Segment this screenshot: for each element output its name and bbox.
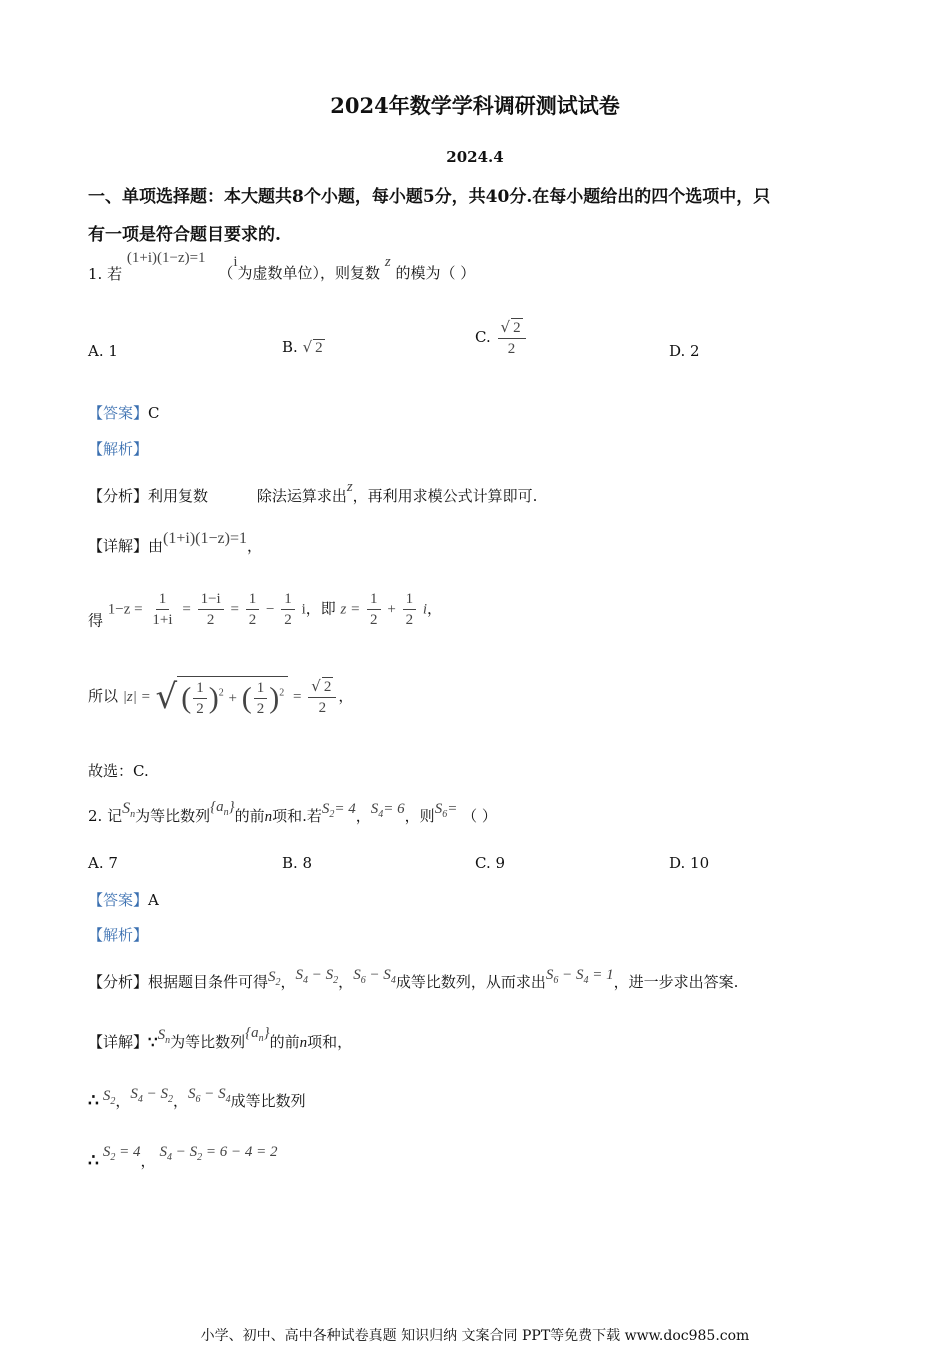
q2-t2-b-sub: 4 xyxy=(166,1152,172,1163)
q2-S xyxy=(122,800,136,820)
q2-d-S-letter: S xyxy=(157,1027,166,1043)
q1-step-lhs: 1−z = xyxy=(107,601,143,618)
q2-fx-e-sub: 6 xyxy=(553,975,559,986)
q1-i-symbol: i xyxy=(233,254,238,270)
q2-cond1 xyxy=(321,801,356,820)
q1-m-num2: 1 xyxy=(254,679,268,699)
q2-t1-b xyxy=(130,1086,173,1105)
q2-detail-line1 xyxy=(88,1025,353,1054)
q2-seq-close: } xyxy=(228,799,235,815)
q1-m-frac-1 xyxy=(193,679,207,718)
q2-t2-val2: = 6 − 4 = 2 xyxy=(202,1144,278,1160)
q1-paren: （ xyxy=(218,264,234,282)
q1-f5-num: 1 xyxy=(367,590,381,610)
q2-tail: （ ） xyxy=(462,807,497,825)
q1-detail-comma: ， xyxy=(246,537,262,555)
q2-t1-a xyxy=(102,1088,116,1107)
q2-cond1-S: S xyxy=(321,801,330,817)
q1-f6-den: 2 xyxy=(405,612,414,628)
q1-frac-6 xyxy=(403,590,417,629)
q1-plus: + xyxy=(387,601,396,618)
q1-option-b-value: 2 xyxy=(315,340,323,356)
q1-option-c xyxy=(475,318,528,358)
q2-option-d: D. 10 xyxy=(669,854,710,872)
q1-answer-value: C xyxy=(148,404,160,422)
q1-f3-den: 2 xyxy=(248,612,257,628)
question-2 xyxy=(88,799,497,828)
q1-f4-num: 1 xyxy=(281,590,295,610)
q1-m-plus: + xyxy=(228,690,237,707)
sqrt-icon: √ xyxy=(311,677,321,695)
q2-d-seq-open: {a xyxy=(245,1025,259,1041)
q1-end-comma: ， xyxy=(427,599,443,618)
q2-t2-a xyxy=(102,1144,141,1163)
q2-fx-e: S xyxy=(545,967,554,983)
q2-cond2-val: = 6 xyxy=(383,801,405,817)
q1-minus: − xyxy=(266,601,275,618)
q1-fenxi-text3: ，再利用求模公式计算即可. xyxy=(352,487,538,505)
q1-frac-3 xyxy=(246,590,260,629)
q1-analysis-tag: 【解析】 xyxy=(88,440,149,458)
q2-t1-c2-sub: 4 xyxy=(225,1094,231,1105)
q1-tail: 的模为（ ） xyxy=(395,264,476,282)
q1-frac-5 xyxy=(367,590,381,629)
q2-fx-c2: ， xyxy=(338,973,354,991)
q2-option-c: C. 9 xyxy=(475,854,506,872)
q2-text3: 项和.若 xyxy=(272,807,322,825)
q1-f1-num: 1 xyxy=(156,590,170,610)
q1-f1-den: 1+i xyxy=(152,612,173,628)
q1-detail-eq: (1+i)(1−z)=1 xyxy=(163,530,247,547)
q1-note: 为虚数单位），则复数 xyxy=(237,264,381,282)
therefore-icon: ∴ xyxy=(88,1091,99,1111)
q2-fx-a: S xyxy=(295,967,304,983)
q1-ji: ，即 xyxy=(305,599,336,618)
q1-option-d: D. 2 xyxy=(669,342,700,360)
q2-fenxi-text2: 成等比数列，从而求出 xyxy=(395,973,546,991)
q2-t2-m: − S xyxy=(171,1144,198,1160)
sqrt-icon: √ xyxy=(302,338,313,356)
q2-d-seq-sub: n xyxy=(258,1033,264,1044)
q2-fx-diff1 xyxy=(295,967,339,986)
q1-option-c-num: 2 xyxy=(513,320,521,336)
page-footer: 小学、初中、高中各种试卷真题 知识归纳 文案合同 PPT等免费下载 www.doc985.com xyxy=(200,1328,750,1344)
q2-t1-b-letter: S xyxy=(130,1086,138,1102)
q1-number: 1. 若 xyxy=(88,265,123,283)
q2-t1-a-sub: 2 xyxy=(110,1096,116,1107)
q2-d-n: n xyxy=(299,1035,308,1051)
q1-fenxi-z: z xyxy=(346,479,353,495)
q2-fx-s2 xyxy=(268,969,281,988)
q2-cond1-sub: 2 xyxy=(329,809,335,820)
q1-radicand: ( $\frac{1}{2}$ )$^2$ + ( $\frac{1}{2}$ )$^2$ xyxy=(177,676,288,718)
q2-fx-minus1: − S xyxy=(308,967,334,983)
q2-text4: ，则 xyxy=(404,807,435,825)
q2-t1-c xyxy=(187,1086,231,1105)
q2-detail-line2 xyxy=(88,1086,306,1113)
q1-suoyi: 所以 xyxy=(88,687,119,705)
q1-f2-den: 2 xyxy=(206,612,215,628)
q2-number: 2. 记 xyxy=(88,807,123,825)
q2-fx-minus3: − S xyxy=(558,967,584,983)
sqrt-icon: √ xyxy=(155,677,178,717)
q2-option-b: B. 8 xyxy=(282,854,313,872)
therefore-icon: ∴ xyxy=(88,1151,99,1171)
q2-t2-comma: ， xyxy=(140,1152,156,1170)
q1-abs-z: |z| = xyxy=(122,689,151,705)
q2-n: n xyxy=(264,809,273,825)
q2-fx-f-sub: 4 xyxy=(583,975,589,986)
q1-answer xyxy=(88,402,160,423)
q1-option-c-label: C. xyxy=(475,328,491,346)
q2-detail-line3 xyxy=(88,1144,278,1173)
q1-m-num1: 1 xyxy=(193,679,207,699)
q2-t1-b-sub: 4 xyxy=(137,1094,143,1105)
q1-equation: (1+i)(1−z)=1 xyxy=(126,250,206,266)
detail-tag: 【详解】 xyxy=(88,1033,149,1051)
page-title: 2024年数学学科调研测试试卷 xyxy=(330,93,620,118)
q2-fx-s2-letter: S xyxy=(268,969,276,985)
q1-option-b xyxy=(282,338,325,357)
q1-m-den1: 2 xyxy=(196,701,204,717)
q2-d-text2: 的前 xyxy=(269,1033,300,1051)
fenxi-tag: 【分析】 xyxy=(88,487,149,505)
q2-answer-value: A xyxy=(148,891,159,909)
q1-m-eq: = xyxy=(293,689,302,705)
q1-detail-line1 xyxy=(88,530,262,556)
q2-fx-diff2 xyxy=(353,967,396,986)
exam-date: 2024.4 xyxy=(446,148,504,166)
q2-fx-c: S xyxy=(353,967,361,983)
q1-i-tail: i xyxy=(301,601,306,618)
q2-d-text3: 项和， xyxy=(307,1033,353,1051)
q1-r-num: 2 xyxy=(323,679,332,695)
q2-t1-m1: − S xyxy=(142,1086,168,1102)
q2-t1-c2: ， xyxy=(172,1092,188,1110)
q2-ask xyxy=(434,801,458,820)
q1-i-end: i xyxy=(422,601,428,618)
q2-t2-a-sub: 2 xyxy=(110,1152,116,1163)
q1-option-b-label: B. xyxy=(282,338,298,356)
q1-conclusion: 故选：C. xyxy=(88,762,149,780)
q2-d-seq-close: } xyxy=(263,1025,270,1041)
q1-f3-num: 1 xyxy=(246,590,260,610)
q2-fx-diff3 xyxy=(545,967,614,986)
detail-tag: 【详解】 xyxy=(88,537,149,555)
q1-result-frac xyxy=(308,677,336,717)
q2-seq-open: {a xyxy=(210,799,224,815)
fenxi-tag: 【分析】 xyxy=(88,973,149,991)
q1-detail-you: 由 xyxy=(148,537,164,555)
q2-comma1: ， xyxy=(355,807,371,825)
q1-f6-num: 1 xyxy=(403,590,417,610)
q1-z-eq: z = xyxy=(340,601,361,618)
q2-t1-c-letter: S xyxy=(187,1086,196,1102)
q1-detail-line2 xyxy=(88,590,442,631)
q1-sq2: 2 xyxy=(279,687,285,699)
q2-fx-eq1: = 1 xyxy=(588,967,614,983)
q2-t1-m2: − S xyxy=(200,1086,226,1102)
q1-eq2: = xyxy=(230,601,239,618)
q2-fx-d-sub: 4 xyxy=(390,975,396,986)
q1-option-c-den: 2 xyxy=(507,341,516,357)
q1-option-c-fraction xyxy=(498,318,526,358)
q1-frac-2 xyxy=(198,590,224,629)
q2-fenxi-text1: 根据题目条件可得 xyxy=(148,973,269,991)
q2-seq-sub: n xyxy=(223,807,229,818)
q2-S-sub: n xyxy=(130,809,136,820)
q2-fx-s2-sub: 2 xyxy=(275,977,281,988)
section-heading-line2: 有一项是符合题目要求的. xyxy=(88,225,281,245)
q2-fx-c-sub: 6 xyxy=(360,975,366,986)
q2-fx-b-sub: 2 xyxy=(333,975,339,986)
answer-tag: 【答案】 xyxy=(88,891,149,909)
q1-f2-num: 1−i xyxy=(198,590,224,610)
q2-t1-a-letter: S xyxy=(102,1088,111,1104)
q2-t2-a-letter: S xyxy=(102,1144,111,1160)
q2-d-S-sub: n xyxy=(165,1035,171,1046)
because-icon: ∵ xyxy=(148,1033,158,1051)
q1-m-frac-2 xyxy=(254,679,268,718)
q2-fx-minus2: − S xyxy=(365,967,391,983)
q2-d-S xyxy=(157,1027,171,1046)
q2-cond2-S: S xyxy=(370,801,379,817)
q1-eq1: = xyxy=(182,601,191,618)
q2-t1-b2-sub: 2 xyxy=(167,1094,173,1105)
q2-fenxi-text3: ，进一步求出答案. xyxy=(613,973,739,991)
q2-ask-S: S xyxy=(434,801,443,817)
q1-f5-den: 2 xyxy=(370,612,378,628)
q1-r-den: 2 xyxy=(318,700,327,716)
q1-frac-1 xyxy=(149,590,175,629)
question-1 xyxy=(88,250,476,283)
q2-text2: 的前 xyxy=(234,807,265,825)
q2-t2-b2-sub: 2 xyxy=(197,1152,203,1163)
q2-analysis-tag: 【解析】 xyxy=(88,926,149,944)
q1-de: 得 xyxy=(88,611,104,630)
q1-detail-line3 xyxy=(88,676,353,718)
q2-t1-text: 成等比数列 xyxy=(230,1092,306,1110)
sqrt-icon: √ xyxy=(500,318,511,336)
q1-fenxi-text2: 除法运算求出 xyxy=(256,487,347,505)
q1-sq1: 2 xyxy=(218,687,224,699)
q2-S-letter: S xyxy=(122,800,131,817)
q2-fenxi xyxy=(88,967,739,994)
q1-r-comma: ， xyxy=(338,687,354,705)
q2-answer xyxy=(88,889,159,910)
q1-z-symbol: z xyxy=(384,254,391,270)
q1-fenxi-text1: 利用复数 xyxy=(148,487,209,505)
q2-fx-c1: ， xyxy=(280,973,296,991)
q2-d-seq xyxy=(245,1025,270,1044)
q2-t2-b-letter: S xyxy=(159,1144,167,1160)
q2-t2-b xyxy=(159,1144,278,1163)
q2-ask-sub: 6 xyxy=(442,809,448,820)
q2-ask-eq: = xyxy=(447,801,458,817)
q2-t2-val: = 4 xyxy=(115,1144,141,1160)
q2-cond2-sub: 4 xyxy=(378,809,384,820)
q1-option-a: A. 1 xyxy=(88,342,118,360)
q2-seq xyxy=(210,799,235,818)
q2-t1-c1: ， xyxy=(115,1092,131,1110)
q2-d-text1: 为等比数列 xyxy=(170,1033,246,1051)
answer-tag: 【答案】 xyxy=(88,404,149,422)
q2-cond2 xyxy=(370,801,405,820)
q2-option-a: A. 7 xyxy=(88,854,118,872)
section-heading-line1: 一、单项选择题：本大题共8个小题，每小题5分，共40分.在每小题给出的四个选项中，只 xyxy=(88,187,771,207)
q2-text1: 为等比数列 xyxy=(135,807,211,825)
q2-t1-c-sub: 6 xyxy=(195,1094,201,1105)
q1-f4-den: 2 xyxy=(284,612,292,628)
q2-cond1-val: = 4 xyxy=(334,801,356,817)
q1-m-den2: 2 xyxy=(256,701,265,717)
q2-fx-a-sub: 4 xyxy=(303,975,309,986)
q1-frac-4 xyxy=(281,590,295,629)
q1-fenxi xyxy=(88,479,538,506)
